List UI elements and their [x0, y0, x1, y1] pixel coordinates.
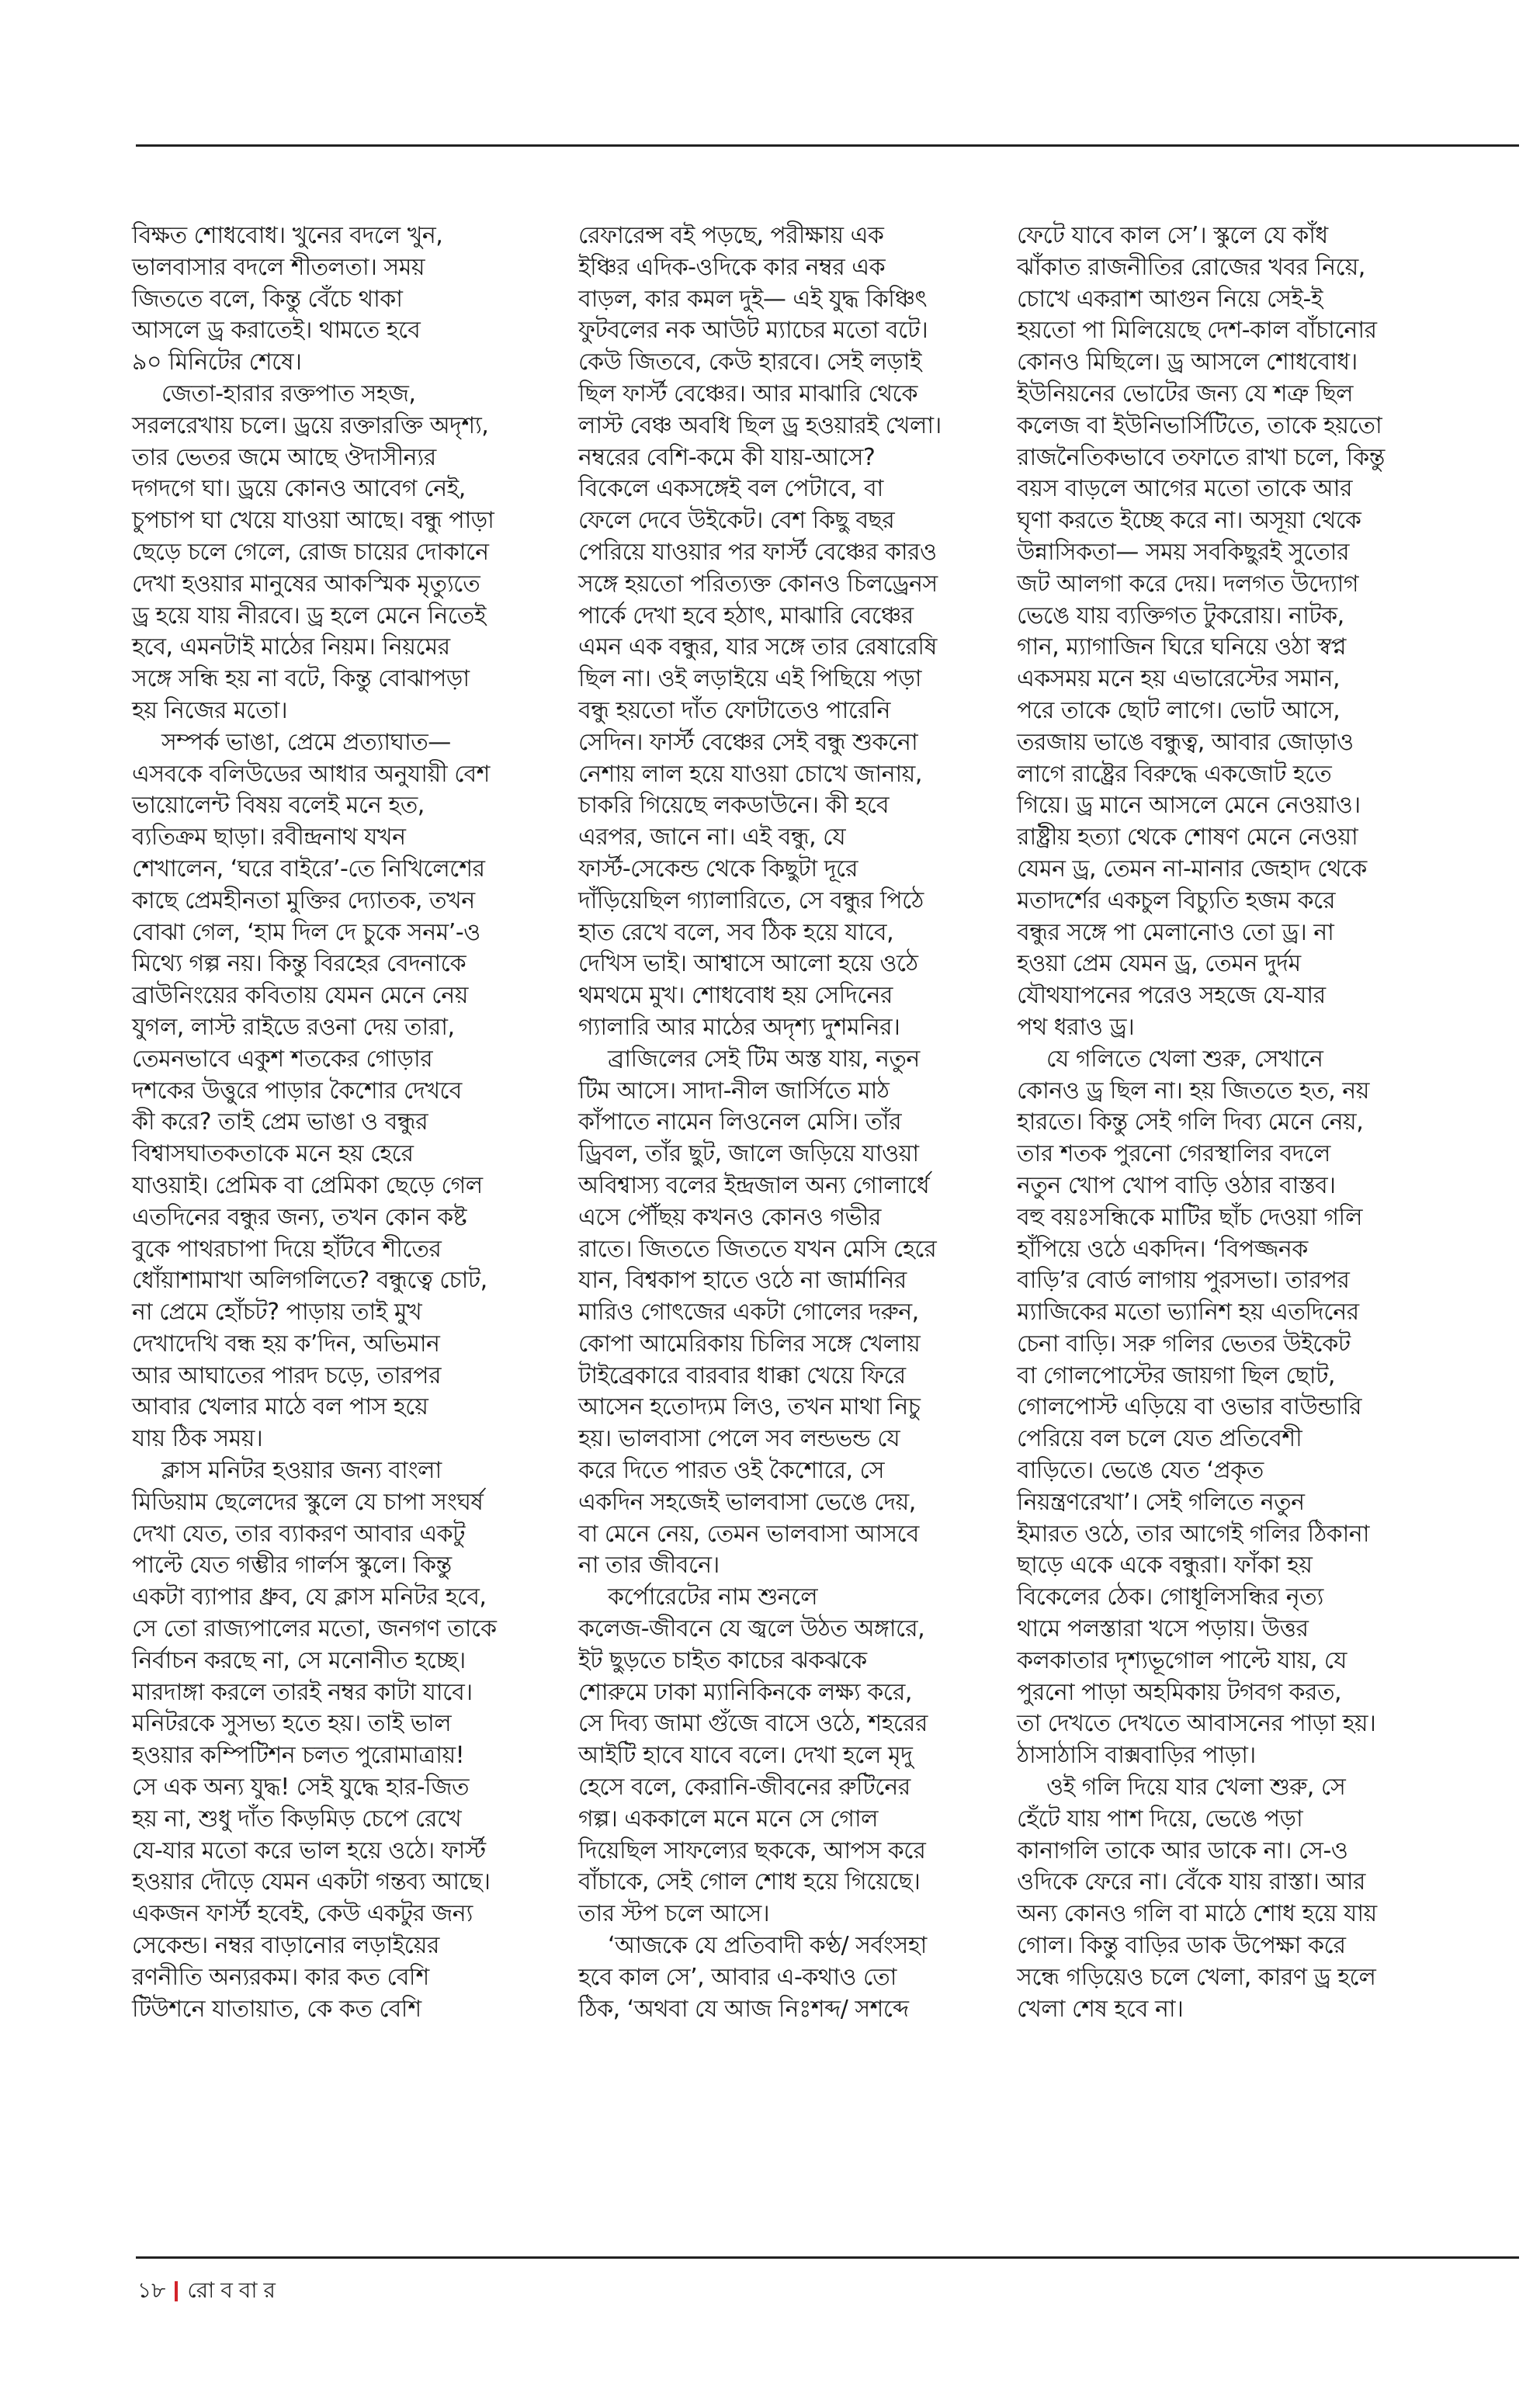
text-line: এমন এক বন্ধুর, যার সঙ্গে তার রেষারেষি [578, 633, 937, 661]
text-line: হয়তো পা মিলিয়েছে দেশ-কাল বাঁচানোর [1017, 317, 1377, 345]
text-line: দেখা যেত, তার ব্যাকরণ আবার একটু [132, 1520, 465, 1548]
text-line: চুপচাপ ঘা খেয়ে যাওয়া আছে। বন্ধু পাড়া [132, 507, 494, 535]
text-line: ফুটবলের নক আউট ম্যাচের মতো বটে। [578, 317, 928, 345]
text-line: বন্ধুর সঙ্গে পা মেলানোও তো ড্র। না [1017, 918, 1334, 946]
text-line: সঙ্গে সন্ধি হয় না বটে, কিন্তু বোঝাপড়া [132, 665, 470, 693]
article-column-1 [132, 220, 536, 2025]
text-line: হবে কাল সে’, আবার এ-কথাও তো [578, 1963, 897, 1991]
text-line: বিকেলের ঠেক। গোধূলিসন্ধির নৃত্য [1017, 1583, 1323, 1611]
text-line: হয় না, শুধু দাঁত কিড়মিড় চেপে রেখে [132, 1805, 462, 1833]
text-line: বয়স বাড়লে আগের মতো তাকে আর [1017, 475, 1352, 503]
text-line: রণনীতি অন্যরকম। কার কত বেশি [132, 1963, 429, 1991]
text-line: ফেটে যাবে কাল সে’। স্কুলে যে কাঁধ [1017, 222, 1328, 249]
text-line: সে তো রাজ্যপালের মতো, জনগণ তাকে [132, 1615, 497, 1643]
text-line: ‘আজকে যে প্রতিবাদী কণ্ঠ/ সর্বংসহা [608, 1932, 927, 1960]
text-line: এসবকে বলিউডের আধার অনুযায়ী বেশ [132, 760, 490, 788]
text-line: মিথ্যে গল্প নয়। কিন্তু বিরহের বেদনাকে [132, 950, 467, 978]
text-line: একটা ব্যাপার ধ্রুব, যে ক্লাস মনিটর হবে, [132, 1583, 487, 1611]
text-line: দেখাদেখি বন্ধ হয় ক’দিন, অভিমান [132, 1330, 440, 1358]
text-line: অন্য কোনও গলি বা মাঠে শোধ হয়ে যায় [1017, 1900, 1377, 1928]
text-line: ঘৃণা করতে ইচ্ছে করে না। অসূয়া থেকে [1017, 507, 1361, 535]
text-line: জট আলগা করে দেয়। দলগত উদ্যোগ [1017, 570, 1358, 598]
text-line: সন্ধে গড়িয়েও চলে খেলা, কারণ ড্র হলে [1017, 1963, 1376, 1991]
text-line: ছাড়ে একে একে বন্ধুরা। ফাঁকা হয় [1017, 1552, 1313, 1580]
text-line: মারদাঙ্গা করলে তারই নম্বর কাটা যাবে। [132, 1678, 473, 1706]
text-line: এসে পৌঁছয় কখনও কোনও গভীর [578, 1203, 881, 1231]
text-line: হয় নিজের মতো। [132, 696, 288, 724]
text-line: এরপর, জানে না। এই বন্ধু, যে [578, 824, 846, 851]
text-line: একজন ফার্স্ট হবেই, কেউ একটুর জন্য [132, 1900, 473, 1928]
text-line: নতুন খোপ খোপ বাড়ি ওঠার বাস্তব। [1017, 1171, 1336, 1199]
text-line: বিশ্বাসঘাতকতাকে মনে হয় হেরে [132, 1140, 414, 1168]
text-line: দেখা হওয়ার মানুষের আকস্মিক মৃত্যুতে [132, 570, 480, 598]
text-line: বিকেলে একসঙ্গেই বল পেটাবে, বা [578, 475, 883, 503]
text-line: কী করে? তাই প্রেম ভাঙা ও বন্ধুর [132, 1108, 428, 1136]
text-line: চাকরি গিয়েছে লকডাউনে। কী হবে [578, 792, 890, 820]
text-line: যেমন ড্র, তেমন না-মানার জেহাদ থেকে [1017, 855, 1367, 883]
text-line: চোখে একরাশ আগুন নিয়ে সেই-ই [1017, 285, 1323, 313]
text-line: কলেজ-জীবনে যে জ্বলে উঠত অঙ্গারে, [578, 1615, 925, 1643]
text-line: ইঞ্চির এদিক-ওদিকে কার নম্বর এক [578, 253, 886, 281]
text-line: ম্যাজিকের মতো ভ্যানিশ হয় এতদিনের [1017, 1299, 1359, 1327]
text-line: বাড়ল, কার কমল দুই— এই যুদ্ধ কিঞ্চিৎ [578, 285, 928, 313]
text-line: বহু বয়ঃসন্ধিকে মাটির ছাঁচ দেওয়া গলি [1017, 1203, 1362, 1231]
text-line: তেমনভাবে একুশ শতকের গোড়ার [132, 1045, 433, 1073]
text-line: সম্পর্ক ভাঙা, প্রেমে প্রত্যাঘাত— [161, 728, 451, 756]
text-line: গোলপোস্ট এড়িয়ে বা ওভার বাউন্ডারি [1017, 1393, 1361, 1421]
text-line: ছিল না। ওই লড়াইয়ে এই পিছিয়ে পড়া [578, 665, 921, 693]
footer-separator-bar [175, 2281, 178, 2301]
text-line: বোঝা গেল, ‘হাম দিল দে চুকে সনম’-ও [132, 918, 480, 946]
text-line: কাঁপাতে নামেন লিওনেল মেসি। তাঁর [578, 1108, 902, 1136]
text-line: দশকের উত্তুরে পাড়ার কৈশোর দেখবে [132, 1077, 462, 1105]
text-line: বাঁচাকে, সেই গোল শোধ হয়ে গিয়েছে। [578, 1868, 921, 1896]
text-line: বাড়িতে। ভেঙে যেত ‘প্রকৃত [1017, 1457, 1264, 1485]
text-line: গান, ম্যাগাজিন ঘিরে ঘনিয়ে ওঠা স্বপ্ন [1017, 633, 1346, 661]
text-line: নিয়ন্ত্রণরেখা’। সেই গলিতে নতুন [1017, 1488, 1305, 1516]
text-line: সে এক অন্য যুদ্ধ! সেই যুদ্ধে হার-জিত [132, 1774, 470, 1802]
article-column-2 [578, 220, 997, 2025]
text-line: আসেন হতোদ্যম লিও, তখন মাথা নিচু [578, 1393, 921, 1421]
text-line: করে দিতে পারত ওই কৈশোরে, সে [578, 1457, 885, 1485]
text-line: হাঁপিয়ে ওঠে একদিন। ‘বিপজ্জনক [1017, 1235, 1308, 1263]
text-line: ওদিকে ফেরে না। বেঁকে যায় রাস্তা। আর [1017, 1868, 1365, 1896]
page-number: ১৮ [137, 2277, 166, 2303]
text-line: ইট ছুড়তে চাইত কাচের ঝকঝকে [578, 1646, 867, 1674]
text-line: পার্কে দেখা হবে হঠাৎ, মাঝারি বেঞ্চের [578, 602, 914, 629]
text-line: যুগল, লাস্ট রাইডে রওনা দেয় তারা, [132, 1013, 455, 1041]
text-line: উন্নাসিকতা— সময় সবকিছুরই সুতোর [1017, 538, 1350, 566]
text-line: যান, বিশ্বকাপ হাতে ওঠে না জার্মানির [578, 1267, 907, 1295]
text-line: দাঁড়িয়েছিল গ্যালারিতে, সে বন্ধুর পিঠে [578, 886, 924, 914]
text-line: ঠাসাঠাসি বাক্সবাড়ির পাড়া। [1017, 1742, 1256, 1770]
text-line: কলকাতার দৃশ্যভূগোল পাল্টে যায়, যে [1017, 1646, 1347, 1674]
text-line: একদিন সহজেই ভালবাসা ভেঙে দেয়, [578, 1488, 916, 1516]
text-line: এতদিনের বন্ধুর জন্য, তখন কোন কষ্ট [132, 1203, 467, 1231]
text-line: রাষ্ট্রীয় হত্যা থেকে শোষণ মেনে নেওয়া [1017, 824, 1358, 851]
text-line: বা গোলপোস্টের জায়গা ছিল ছোট, [1017, 1361, 1335, 1389]
text-line: হারতে। কিন্তু সেই গলি দিব্য মেনে নেয়, [1017, 1108, 1364, 1136]
text-line: আর আঘাতের পারদ চড়ে, তারপর [132, 1361, 442, 1389]
text-line: চেনা বাড়ি। সরু গলির ভেতর উইকেট [1017, 1330, 1351, 1358]
text-line: বিক্ষত শোধবোধ। খুনের বদলে খুন, [132, 222, 443, 249]
text-line: ছেড়ে চলে গেলে, রোজ চায়ের দোকানে [132, 538, 489, 566]
text-line: ড্র হয়ে যায় নীরবে। ড্র হলে মেনে নিতেই [132, 602, 486, 629]
text-line: বাড়ি’র বোর্ড লাগায় পুরসভা। তারপর [1017, 1267, 1350, 1295]
text-line: টাইব্রেকারে বারবার ধাক্কা খেয়ে ফিরে [578, 1361, 906, 1389]
text-line: গিয়ে। ড্র মানে আসলে মেনে নেওয়াও। [1017, 792, 1361, 820]
text-line: ইউনিয়নের ভোটের জন্য যে শত্রু ছিল [1017, 380, 1353, 408]
text-line: বা মেনে নেয়, তেমন ভালবাসা আসবে [578, 1520, 919, 1548]
text-line: দগদগে ঘা। ড্রয়ে কোনও আবেগ নেই, [132, 475, 466, 503]
text-line: গল্প। এককালে মনে মনে সে গোল [578, 1805, 879, 1833]
text-line: হয়। ভালবাসা পেলে সব লন্ডভন্ড যে [578, 1425, 900, 1453]
text-line: সরলরেখায় চলে। ড্রয়ে রক্তারক্তি অদৃশ্য, [132, 411, 489, 439]
text-line: হাত রেখে বলে, সব ঠিক হয়ে যাবে, [578, 918, 894, 946]
text-line: আইটি হাবে যাবে বলে। দেখা হলে মৃদু [578, 1742, 913, 1770]
text-line: ড্রিবল, তাঁর ছুট, জালে জড়িয়ে যাওয়া [578, 1140, 919, 1168]
text-line: পরে তাকে ছোট লাগে। ভোট আসে, [1017, 696, 1341, 724]
text-line: নেশায় লাল হয়ে যাওয়া চোখে জানায়, [578, 760, 922, 788]
text-line: পাল্টে যেত গম্ভীর গার্লস স্কুলে। কিন্তু [132, 1552, 452, 1580]
text-line: তার স্টপ চলে আসে। [578, 1900, 770, 1928]
text-line: মতাদর্শের একচুল বিচ্যুতি হজম করে [1017, 886, 1335, 914]
text-line: দেখিস ভাই। আশ্বাসে আলো হয়ে ওঠে [578, 950, 918, 978]
text-line: ইমারত ওঠে, তার আগেই গলির ঠিকানা [1017, 1520, 1369, 1548]
text-line: পুরনো পাড়া অহমিকায় টগবগ করত, [1017, 1678, 1342, 1706]
article-body [132, 220, 1452, 2215]
text-line: হেসে বলে, কেরানি-জীবনের রুটিনের [578, 1774, 910, 1802]
text-line: পথ ধরাও ড্র। [1017, 1013, 1135, 1041]
text-line: সেকেন্ড। নম্বর বাড়ানোর লড়াইয়ের [132, 1932, 439, 1960]
text-line: লাগে রাষ্ট্রের বিরুদ্ধে একজোট হতে [1017, 760, 1332, 788]
article-column-3 [1017, 220, 1440, 2025]
text-line: একসময় মনে হয় এভারেস্টের সমান, [1017, 665, 1340, 693]
text-line: থমথমে মুখ। শোধবোধ হয় সেদিনের [578, 982, 893, 1010]
text-line: কোনও ড্র ছিল না। হয় জিততে হত, নয় [1017, 1077, 1369, 1105]
text-line: আসলে ড্র করাতেই। থামতে হবে [132, 317, 421, 345]
text-line: রেফারেন্স বই পড়ছে, পরীক্ষায় এক [578, 222, 884, 249]
text-line: হওয়া প্রেম যেমন ড্র, তেমন দুর্দম [1017, 950, 1301, 978]
text-line: হওয়ার দৌড়ে যেমন একটা গন্তব্য আছে। [132, 1868, 491, 1896]
text-line: না তার জীবনে। [578, 1552, 720, 1580]
text-line: তরজায় ভাঙে বন্ধুত্ব, আবার জোড়াও [1017, 728, 1354, 756]
text-line: রাতে। জিততে জিততে যখন মেসি হেরে [578, 1235, 937, 1263]
text-line: কোপা আমেরিকায় চিলির সঙ্গে খেলায় [578, 1330, 921, 1358]
text-line: হবে, এমনটাই মাঠের নিয়ম। নিয়মের [132, 633, 450, 661]
text-line: ফার্স্ট-সেকেন্ড থেকে কিছুটা দূরে [578, 855, 858, 883]
footer-rule [136, 2256, 1519, 2259]
text-line: শোরুমে ঢাকা ম্যানিকিনকে লক্ষ্য করে, [578, 1678, 912, 1706]
text-line: যে-যার মতো করে ভাল হয়ে ওঠে। ফার্স্ট [132, 1836, 486, 1864]
text-line: বুকে পাথরচাপা দিয়ে হাঁটবে শীতের [132, 1235, 442, 1263]
text-line: কেউ জিতবে, কেউ হারবে। সেই লড়াই [578, 349, 922, 376]
text-line: শেখালেন, ‘ঘরে বাইরে’-তে নিখিলেশের [132, 855, 485, 883]
text-line: ধোঁয়াশামাখা অলিগলিতে? বন্ধুত্বে চোট, [132, 1267, 487, 1295]
text-line: রাজনৈতিকভাবে তফাতে রাখা চলে, কিন্তু [1017, 443, 1385, 471]
text-line: লাস্ট বেঞ্চ অবধি ছিল ড্র হওয়ারই খেলা। [578, 411, 942, 439]
text-line: তার শতক পুরনো গেরস্থালির বদলে [1017, 1140, 1330, 1168]
text-line: কলেজ বা ইউনিভার্সিটিতে, তাকে হয়তো [1017, 411, 1382, 439]
page-footer [137, 2276, 282, 2307]
text-line: হেঁটে যায় পাশ দিয়ে, ভেঙে পড়া [1017, 1805, 1303, 1833]
text-line: নির্বাচন করছে না, সে মনোনীত হচ্ছে। [132, 1646, 466, 1674]
text-line: টিম আসে। সাদা-নীল জার্সিতে মাঠ [578, 1077, 890, 1105]
text-line: যাওয়াই। প্রেমিক বা প্রেমিকা ছেড়ে গেল [132, 1171, 483, 1199]
text-line: কর্পোরেটের নাম শুনলে [608, 1583, 818, 1611]
text-line: তার ভেতর জমে আছে ঔদাসীন্যর [132, 443, 436, 471]
text-line: ভালবাসার বদলে শীতলতা। সময় [132, 253, 425, 281]
text-line: সেদিন। ফার্স্ট বেঞ্চের সেই বন্ধু শুকনো [578, 728, 918, 756]
top-rule [136, 144, 1519, 147]
text-line: ছিল ফার্স্ট বেঞ্চের। আর মাঝারি থেকে [578, 380, 918, 408]
text-line: সে দিব্য জামা গুঁজে বাসে ওঠে, শহরের [578, 1710, 928, 1738]
text-line: মনিটরকে সুসভ্য হতে হয়। তাই ভাল [132, 1710, 452, 1738]
text-line: তা দেখতে দেখতে আবাসনের পাড়া হয়। [1017, 1710, 1376, 1738]
text-line: যায় ঠিক সময়। [132, 1425, 263, 1453]
text-line: বন্ধু হয়তো দাঁত ফোটাতেও পারেনি [578, 696, 890, 724]
publication-name: রোববার [187, 2277, 282, 2303]
text-line: খেলা শেষ হবে না। [1017, 1995, 1184, 2023]
text-line: ভায়োলেন্ট বিষয় বলেই মনে হত, [132, 792, 425, 820]
text-line: জিততে বলে, কিন্তু বেঁচে থাকা [132, 285, 403, 313]
text-line: গোল। কিন্তু বাড়ির ডাক উপেক্ষা করে [1017, 1932, 1346, 1960]
text-line: গ্যালারি আর মাঠের অদৃশ্য দুশমনির। [578, 1013, 900, 1041]
text-line: জেতা-হারার রক্তপাত সহজ, [161, 380, 416, 408]
text-line: পেরিয়ে যাওয়ার পর ফার্স্ট বেঞ্চের কারও [578, 538, 937, 566]
text-line: না প্রেমে হোঁচট? পাড়ায় তাই মুখ [132, 1299, 422, 1327]
text-line: পেরিয়ে বল চলে যেত প্রতিবেশী [1017, 1425, 1302, 1453]
text-line: ক্লাস মনিটর হওয়ার জন্য বাংলা [161, 1457, 442, 1485]
text-line: কানাগলি তাকে আর ডাকে না। সে-ও [1017, 1836, 1348, 1864]
text-line: আবার খেলার মাঠে বল পাস হয়ে [132, 1393, 428, 1421]
text-line: ব্রাজিলের সেই টিম অস্ত যায়, নতুন [608, 1045, 920, 1073]
text-line: ঠিক, ‘অথবা যে আজ নিঃশব্দ/ সশব্দে [578, 1995, 909, 2023]
text-line: ঝাঁকাত রাজনীতির রোজের খবর নিয়ে, [1017, 253, 1365, 281]
text-line: কাছে প্রেমহীনতা মুক্তির দ্যোতক, তখন [132, 886, 475, 914]
text-line: টিউশনে যাতায়াত, কে কত বেশি [132, 1995, 421, 2023]
text-line: মারিও গোৎজের একটা গোলের দরুন, [578, 1299, 919, 1327]
text-line: ব্যতিক্রম ছাড়া। রবীন্দ্রনাথ যখন [132, 824, 406, 851]
text-line: কোনও মিছিলে। ড্র আসলে শোধবোধ। [1017, 349, 1358, 376]
text-line: যে গলিতে খেলা শুরু, সেখানে [1046, 1045, 1323, 1073]
text-line: ওই গলি দিয়ে যার খেলা শুরু, সে [1046, 1774, 1346, 1802]
text-line: নম্বরের বেশি-কমে কী যায়-আসে? [578, 443, 876, 471]
text-line: ব্রাউনিংয়ের কবিতায় যেমন মেনে নেয় [132, 982, 468, 1010]
text-line: ৯০ মিনিটের শেষে। [132, 349, 302, 376]
text-line: ফেলে দেবে উইকেট। বেশ কিছু বছর [578, 507, 895, 535]
text-line: অবিশ্বাস্য বলের ইন্দ্রজাল অন্য গোলার্ধে [578, 1171, 930, 1199]
text-line: দিয়েছিল সাফল্যের ছককে, আপস করে [578, 1836, 926, 1864]
text-line: মিডিয়াম ছেলেদের স্কুলে যে চাপা সংঘর্ষ [132, 1488, 484, 1516]
text-line: হওয়ার কম্পিটিশন চলত পুরোমাত্রায়! [132, 1742, 465, 1770]
text-line: ভেঙে যায় ব্যক্তিগত টুকরোয়। নাটক, [1017, 602, 1344, 629]
text-line: থামে পলস্তারা খসে পড়ায়। উত্তর [1017, 1615, 1309, 1643]
text-line: যৌথযাপনের পরেও সহজে যে-যার [1017, 982, 1326, 1010]
text-line: সঙ্গে হয়তো পরিত্যক্ত কোনও চিলড্রেনস [578, 570, 938, 598]
